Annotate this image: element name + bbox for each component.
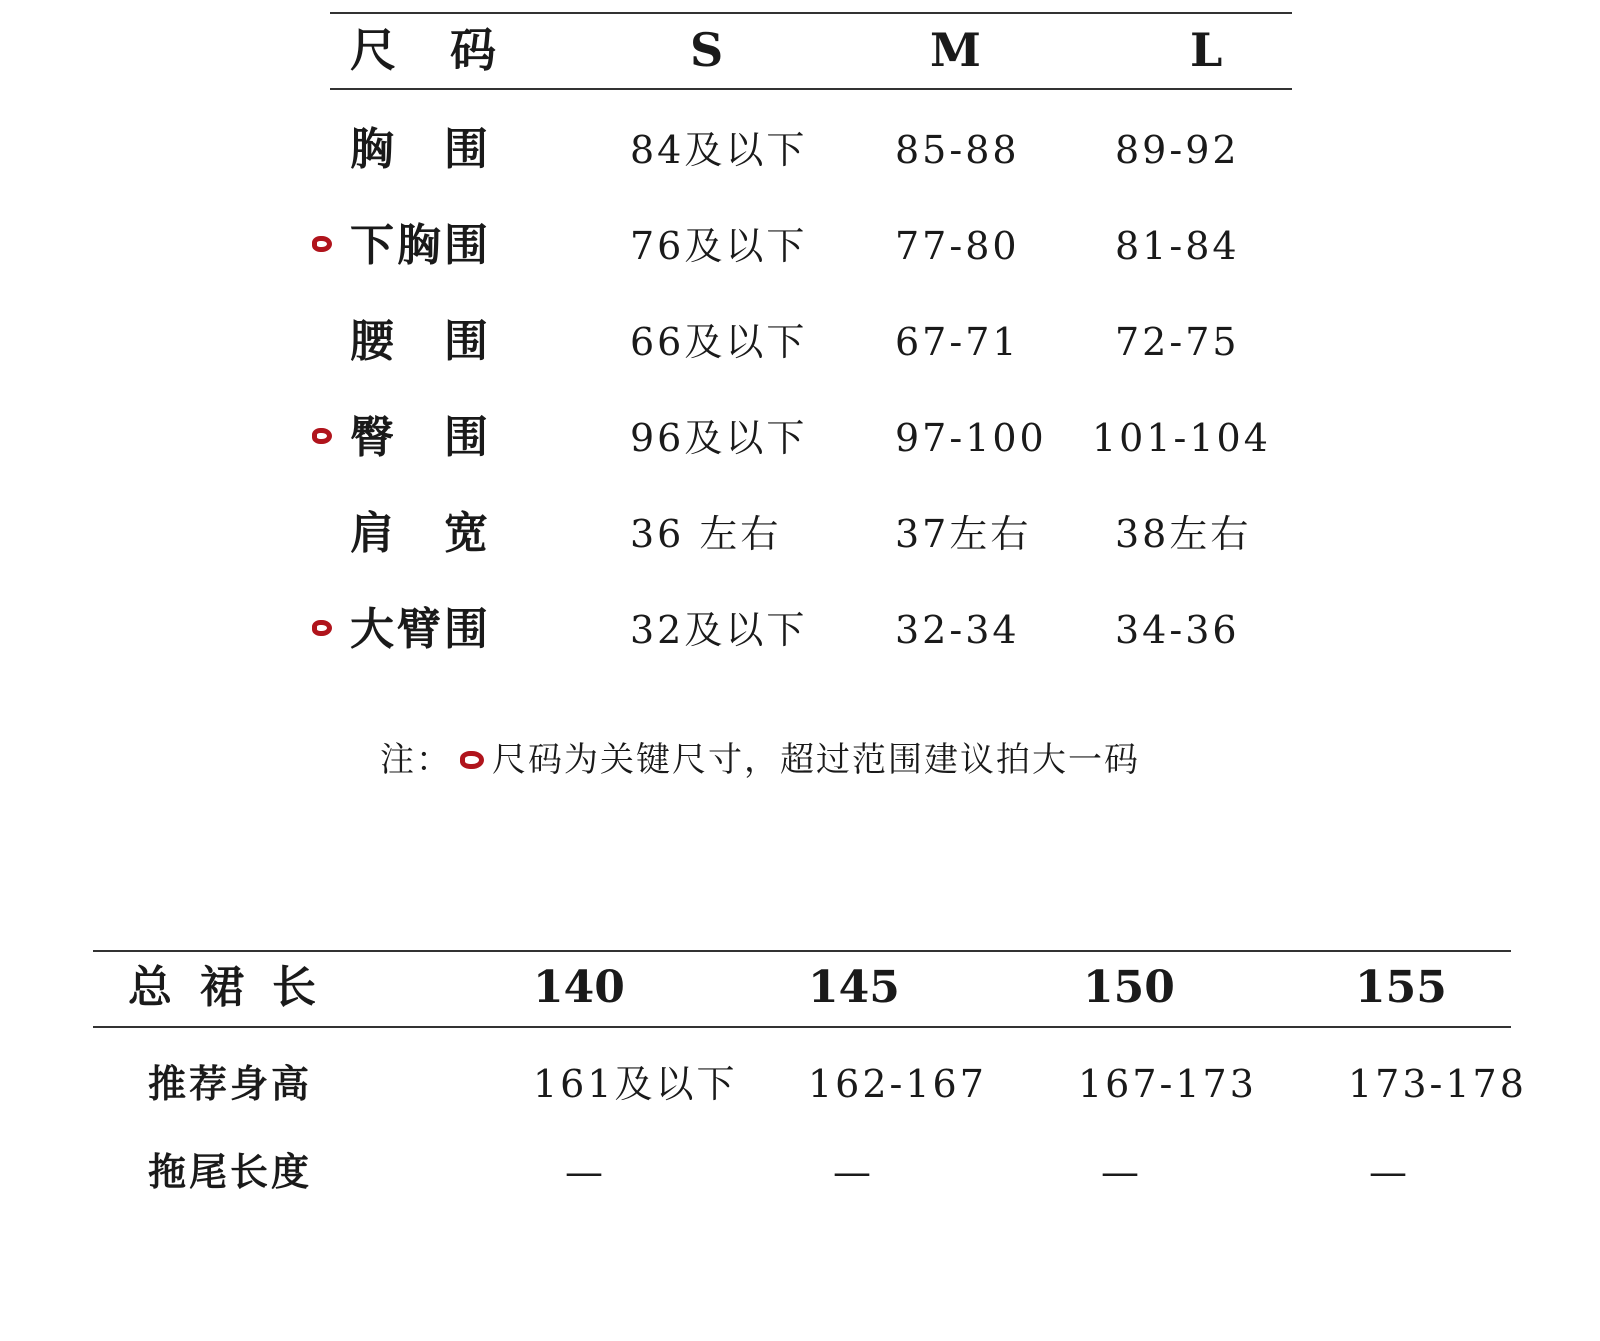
table-cell: 77-80 xyxy=(895,224,1020,268)
table-cell: 76及以下 xyxy=(630,224,808,268)
header-rule xyxy=(93,1026,1511,1028)
length-140-header: 140 xyxy=(533,962,625,1013)
length-145-header: 145 xyxy=(808,962,900,1013)
row-label: 大臂围 xyxy=(350,604,491,655)
key-size-marker-icon xyxy=(460,751,484,769)
size-l-header: L xyxy=(1190,23,1223,77)
table-row xyxy=(330,294,1292,390)
table-row xyxy=(330,582,1292,678)
table-cell: — xyxy=(833,1150,874,1194)
table-cell: 67-71 xyxy=(895,320,1020,364)
table-cell: 173-178 xyxy=(1348,1062,1527,1106)
header-label: 总裙长 xyxy=(128,962,344,1013)
table-row xyxy=(93,1040,1527,1128)
table-cell: — xyxy=(1369,1150,1410,1194)
table-cell: 89-92 xyxy=(1115,128,1240,172)
length-150-header: 150 xyxy=(1083,962,1175,1013)
table-cell: 72-75 xyxy=(1115,320,1240,364)
table-cell: 96及以下 xyxy=(630,416,808,460)
length-155-header: 155 xyxy=(1355,962,1447,1013)
header-label: 尺 码 xyxy=(350,23,500,77)
row-label: 推荐身高 xyxy=(148,1061,313,1106)
table-row xyxy=(330,198,1292,294)
table-row xyxy=(93,1128,1511,1216)
table-cell: 36 左右 xyxy=(630,512,782,556)
key-size-marker-icon xyxy=(312,236,332,252)
table-cell: 167-173 xyxy=(1078,1062,1257,1106)
row-label: 胸 围 xyxy=(350,124,491,175)
size-header-row xyxy=(330,12,1292,88)
table-cell: 161及以下 xyxy=(533,1062,738,1106)
table-cell: 34-36 xyxy=(1115,608,1240,652)
length-header-row xyxy=(93,950,1511,1026)
note-prefix: 注： xyxy=(380,740,452,780)
table-cell: 84及以下 xyxy=(630,128,808,172)
row-label: 臀 围 xyxy=(350,412,491,463)
table-row xyxy=(330,102,1292,198)
note-text: 尺码为关键尺寸，超过范围建议拍大一码 xyxy=(492,740,1140,780)
table-cell: 38左右 xyxy=(1115,512,1252,556)
table-cell: 66及以下 xyxy=(630,320,808,364)
table-cell: — xyxy=(1101,1150,1142,1194)
table-cell: 32-34 xyxy=(895,608,1020,652)
row-label: 下胸围 xyxy=(350,220,491,271)
header-rule xyxy=(330,88,1292,90)
row-label: 肩 宽 xyxy=(350,508,491,559)
size-s-header: S xyxy=(690,23,724,77)
key-size-marker-icon xyxy=(312,620,332,636)
row-label: 拖尾长度 xyxy=(148,1149,313,1194)
size-note xyxy=(380,735,1140,785)
key-size-marker-icon xyxy=(312,428,332,444)
table-cell: 162-167 xyxy=(808,1062,987,1106)
table-cell: 85-88 xyxy=(895,128,1020,172)
table-cell: 37左右 xyxy=(895,512,1032,556)
table-cell: — xyxy=(565,1150,606,1194)
table-row xyxy=(330,486,1292,582)
size-m-header: M xyxy=(930,23,981,77)
table-cell: 32及以下 xyxy=(630,608,808,652)
table-row xyxy=(330,390,1292,486)
table-cell: 97-100 xyxy=(895,416,1047,460)
row-label: 腰 围 xyxy=(350,316,491,367)
table-cell: 81-84 xyxy=(1115,224,1240,268)
table-cell: 101-104 xyxy=(1092,416,1271,460)
